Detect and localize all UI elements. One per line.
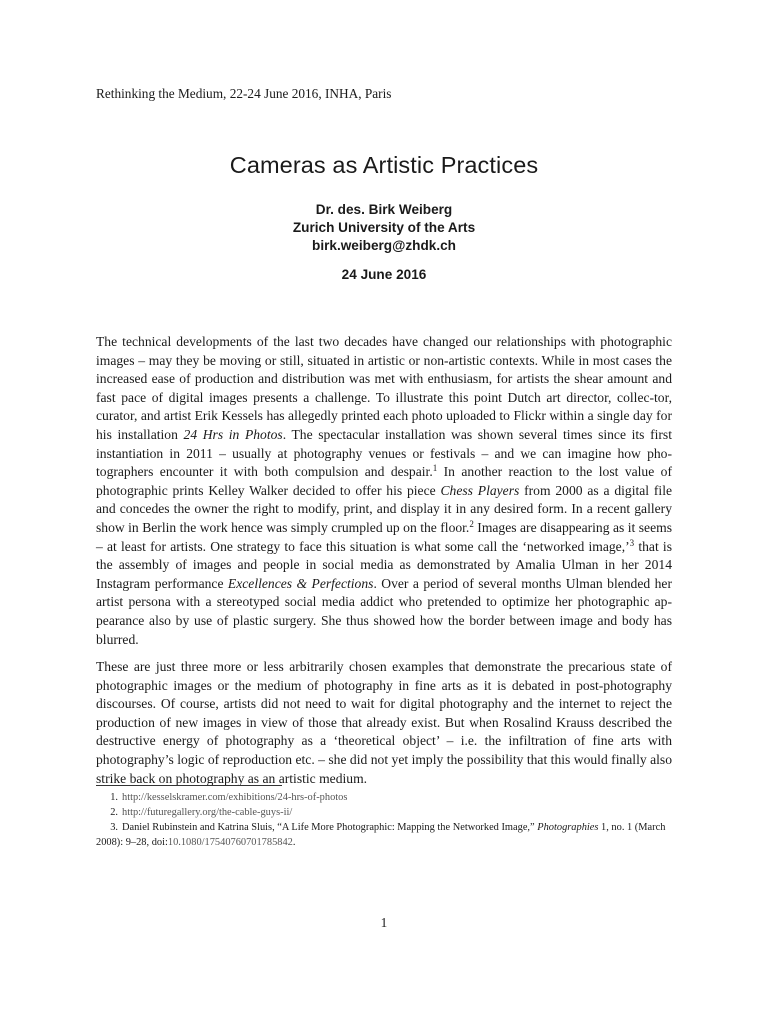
body-text	[96, 333, 672, 797]
p1-title-chess: Chess Players	[440, 482, 520, 498]
page-number: 1	[380, 915, 388, 930]
footnote-3-text-c: .	[292, 837, 296, 848]
p1-text-d: from 2000 as a digital file and concedes the owner the right to modify, print, and display it in any desired form. In a recent gallery show in Berlin the work hence was simply crumpled up on the floor.	[96, 482, 673, 535]
footnote-ref-2[interactable]: 2	[469, 518, 474, 529]
footnote-3	[96, 820, 672, 850]
footnote-3-journal: Photographies	[537, 822, 599, 833]
footnote-1	[96, 790, 672, 805]
author-affiliation: Zurich University of the Arts	[292, 220, 476, 235]
p1-text-c: In another reaction to the lost value of photographic prints Kelley Walker decided to offer his piece	[96, 464, 672, 498]
author-name: Dr. des. Birk Weiberg	[315, 202, 453, 217]
footnotes	[96, 790, 672, 850]
author-email[interactable]: birk.weiberg@zhdk.ch	[312, 238, 456, 253]
p1-text-g: . Over a period of several months Ulman blended her artist persona with a stereotyped social media addict who pretended to optimize her photographic ap-pearance also by use of plastic surgery. She thus showed how the border between image and body has blurred.	[96, 575, 672, 647]
footnote-2-number: 2.	[110, 807, 118, 818]
p1-text-b: . The spectacular installation was shown several times since its first instantiation in 2011 – usually at photography venues or festivals – and we can imagine how pho-tographers encounter it with both compulsion and despair.	[96, 426, 672, 480]
conference-header: Rethinking the Medium, 22-24 June 2016, INHA, Paris	[96, 86, 392, 101]
footnote-3-text-a: Daniel Rubinstein and Katrina Sluis, “A Life More Photographic: Mapping the Networked Image,”	[122, 822, 538, 833]
p1-title-24hrs: 24 Hrs in Photos	[183, 426, 283, 442]
p1-text-a: The technical developments of the last two decades have changed our relationships with photographic images – may they be moving or still, situated in artistic or non-artistic contexts. While in most cases the increased ease of production and distribution was met with enthusiasm, for artists the shear amount and fast pace of digital images presents a challenge. To illustrate this point Dutch art director, collec-tor, curator, and artist Erik Kessels has allegedly printed each photo uploaded to Flickr within a single day for his installation	[96, 334, 672, 442]
paragraph-2: These are just three more or less arbitrarily chosen examples that demonstrate the precarious state of photographic images or the medium of photography in fine arts as it is debated in post-photography discourses. Of course, artists did not need to wait for digital photography and the internet to reject the production of new images in view of those that already exist. But when Rosalind Krauss described the destructive energy of photography as a ‘theoretical object’ – i.e. the infiltration of fine arts with photography’s logic of reproduction etc. – she did not yet imply the possibility that this would finally also strike back on photography as an artistic medium.	[96, 659, 672, 786]
footnote-3-doi-link[interactable]: 10.1080/17540760701785842	[167, 837, 293, 848]
author-block	[0, 201, 768, 255]
paper-title: Cameras as Artistic Practices	[229, 152, 539, 178]
title-block	[0, 152, 768, 282]
footnote-2	[96, 805, 672, 820]
footnote-divider	[96, 785, 282, 786]
footnote-1-link[interactable]: http://kesselskramer.com/exhibitions/24-hrs-of-photos	[122, 792, 348, 803]
footnote-1-number: 1.	[110, 792, 118, 803]
footnote-3-text-b: 1, no. 1 (March 2008): 9–28, doi:	[96, 822, 666, 848]
paragraph-1	[96, 333, 672, 649]
p1-text-f: that is the assembly of images and people in social media as demonstrated by Amalia Ulman in her 2014 Instagram performance	[96, 538, 672, 591]
footnote-3-number: 3.	[110, 822, 118, 833]
p1-title-excellences: Excellences & Perfections	[227, 575, 374, 591]
paper-date: 24 June 2016	[341, 267, 427, 282]
footnote-2-link[interactable]: http://futuregallery.org/the-cable-guys-ii/	[122, 807, 293, 818]
p1-text-e: Images are disappearing as it seems – at least for artists. One strategy to face this situation is what some call the ‘networked image,’	[96, 519, 672, 554]
footnote-ref-1[interactable]: 1	[432, 463, 438, 474]
footnote-ref-3[interactable]: 3	[629, 537, 635, 548]
